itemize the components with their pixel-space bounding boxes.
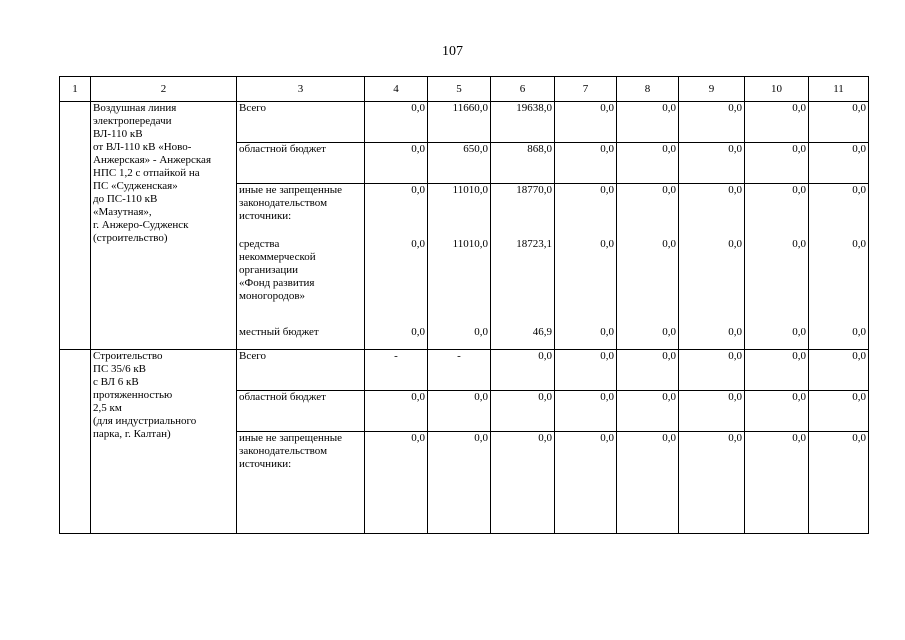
value-cell: 11010,0 (428, 238, 491, 324)
value-cell: 650,0 (428, 143, 491, 184)
text-line: НПС 1,2 с отпайкой на (93, 167, 200, 179)
text-line: (строительство) (93, 232, 168, 244)
text-line: 2,5 км (93, 402, 122, 414)
value-cell: 0,0 (809, 391, 869, 432)
value-cell: 0,0 (745, 238, 809, 324)
value-cell: 0,0 (428, 324, 491, 350)
text-line: ПС «Судженская» (93, 180, 178, 192)
funding-source-cell (237, 102, 365, 143)
value-cell: 0,0 (679, 432, 745, 534)
value-cell: 0,0 (809, 350, 869, 391)
value-cell: 11660,0 (428, 102, 491, 143)
value-cell: 0,0 (809, 324, 869, 350)
value-cell: 0,0 (617, 324, 679, 350)
value-cell: 0,0 (617, 143, 679, 184)
text-line: законодательством (239, 445, 328, 457)
text-line: «Фонд развития (239, 276, 315, 289)
header-row (60, 77, 869, 102)
value-cell: 0,0 (365, 102, 428, 143)
text-line: средства (239, 237, 280, 250)
value-cell: 0,0 (745, 324, 809, 350)
value-cell: 0,0 (365, 432, 428, 534)
value-cell: 0,0 (679, 184, 745, 238)
value-cell: 0,0 (617, 432, 679, 534)
text-line: иные не запрещенные (239, 432, 343, 444)
funding-source-cell (237, 324, 365, 350)
value-cell: 11010,0 (428, 184, 491, 238)
funding-source-cell (237, 350, 365, 391)
value-cell: 0,0 (809, 184, 869, 238)
value-cell: 0,0 (745, 102, 809, 143)
value-cell: 0,0 (491, 350, 555, 391)
text-line: до ПС-110 кВ (93, 193, 158, 205)
text-line: Строительство (93, 350, 163, 362)
text-line: областной бюджет (239, 143, 326, 155)
text-line: источники: (239, 458, 292, 470)
text-line: иные не запрещенные (239, 184, 343, 196)
funding-source-cell (237, 432, 365, 534)
text-line: Всего (239, 350, 266, 362)
value-cell: 0,0 (365, 391, 428, 432)
column-header: 2 (91, 77, 237, 102)
budget-table (59, 76, 869, 534)
text-line: «Мазутная», (93, 206, 152, 218)
text-line: от ВЛ-110 кВ «Ново- (93, 141, 192, 153)
value-cell: 0,0 (809, 432, 869, 534)
value-cell: 0,0 (679, 391, 745, 432)
value-cell: 0,0 (617, 391, 679, 432)
column-header: 4 (365, 77, 428, 102)
funding-source-cell (237, 391, 365, 432)
value-cell: 0,0 (555, 143, 617, 184)
value-cell: 0,0 (555, 432, 617, 534)
table-row (60, 350, 869, 391)
value-cell: 0,0 (617, 238, 679, 324)
value-cell: 0,0 (428, 432, 491, 534)
text-line: моногородов» (239, 289, 306, 302)
value-cell: 0,0 (809, 238, 869, 324)
text-line: некоммерческой (239, 250, 316, 263)
value-cell: 0,0 (745, 350, 809, 391)
value-cell: 0,0 (365, 324, 428, 350)
text-line: Анжерская» - Анжерская (93, 154, 212, 166)
value-cell: 0,0 (555, 324, 617, 350)
value-cell: 0,0 (745, 391, 809, 432)
value-cell: 0,0 (679, 102, 745, 143)
text-line: с ВЛ 6 кВ (93, 376, 139, 388)
text-line: г. Анжеро-Судженск (93, 219, 189, 231)
text-line: ПС 35/6 кВ (93, 363, 147, 375)
project-name-cell (91, 102, 237, 350)
text-line: организации (239, 263, 299, 276)
text-line: законодательством (239, 197, 328, 209)
value-cell: 0,0 (491, 432, 555, 534)
text-line: парка, г. Калтан) (93, 428, 171, 440)
column-header: 5 (428, 77, 491, 102)
text-line: (для индустриального (93, 415, 197, 427)
value-cell: 0,0 (365, 143, 428, 184)
value-cell: 19638,0 (491, 102, 555, 143)
project-name-cell (91, 350, 237, 534)
row-number-cell (60, 102, 91, 350)
value-cell: 0,0 (555, 238, 617, 324)
text-line: местный бюджет (239, 325, 319, 338)
value-cell: 0,0 (679, 238, 745, 324)
value-cell: 46,9 (491, 324, 555, 350)
value-cell: 0,0 (745, 432, 809, 534)
funding-source-cell (237, 143, 365, 184)
text-line: источники: (239, 210, 292, 222)
value-cell: - (365, 350, 428, 391)
column-header: 1 (60, 77, 91, 102)
column-header: 3 (237, 77, 365, 102)
value-cell: 0,0 (617, 350, 679, 391)
value-cell: 0,0 (555, 391, 617, 432)
table-row (60, 102, 869, 143)
text-line: Всего (239, 102, 266, 114)
value-cell: 0,0 (745, 184, 809, 238)
column-header: 7 (555, 77, 617, 102)
text-line: ВЛ-110 кВ (93, 128, 143, 140)
value-cell: 0,0 (428, 391, 491, 432)
value-cell: 0,0 (555, 184, 617, 238)
text-line: протяженностью (93, 389, 173, 401)
value-cell: 0,0 (679, 350, 745, 391)
value-cell: 0,0 (679, 324, 745, 350)
value-cell: 0,0 (809, 143, 869, 184)
funding-source-cell (237, 184, 365, 238)
funding-source-cell (237, 238, 365, 324)
value-cell: 0,0 (809, 102, 869, 143)
column-header: 8 (617, 77, 679, 102)
value-cell: 0,0 (365, 184, 428, 238)
page-number: 107 (442, 44, 463, 59)
value-cell: 0,0 (555, 350, 617, 391)
value-cell: 868,0 (491, 143, 555, 184)
text-line: Воздушная линия (93, 102, 177, 114)
value-cell: - (428, 350, 491, 391)
value-cell: 0,0 (617, 102, 679, 143)
value-cell: 0,0 (491, 391, 555, 432)
value-cell: 18723,1 (491, 238, 555, 324)
value-cell: 0,0 (617, 184, 679, 238)
column-header: 10 (745, 77, 809, 102)
value-cell: 18770,0 (491, 184, 555, 238)
value-cell: 0,0 (679, 143, 745, 184)
row-number-cell (60, 350, 91, 534)
column-header: 6 (491, 77, 555, 102)
column-header: 11 (809, 77, 869, 102)
text-line: областной бюджет (239, 391, 326, 403)
value-cell: 0,0 (555, 102, 617, 143)
value-cell: 0,0 (365, 238, 428, 324)
column-header: 9 (679, 77, 745, 102)
value-cell: 0,0 (745, 143, 809, 184)
text-line: электропередачи (93, 115, 172, 127)
